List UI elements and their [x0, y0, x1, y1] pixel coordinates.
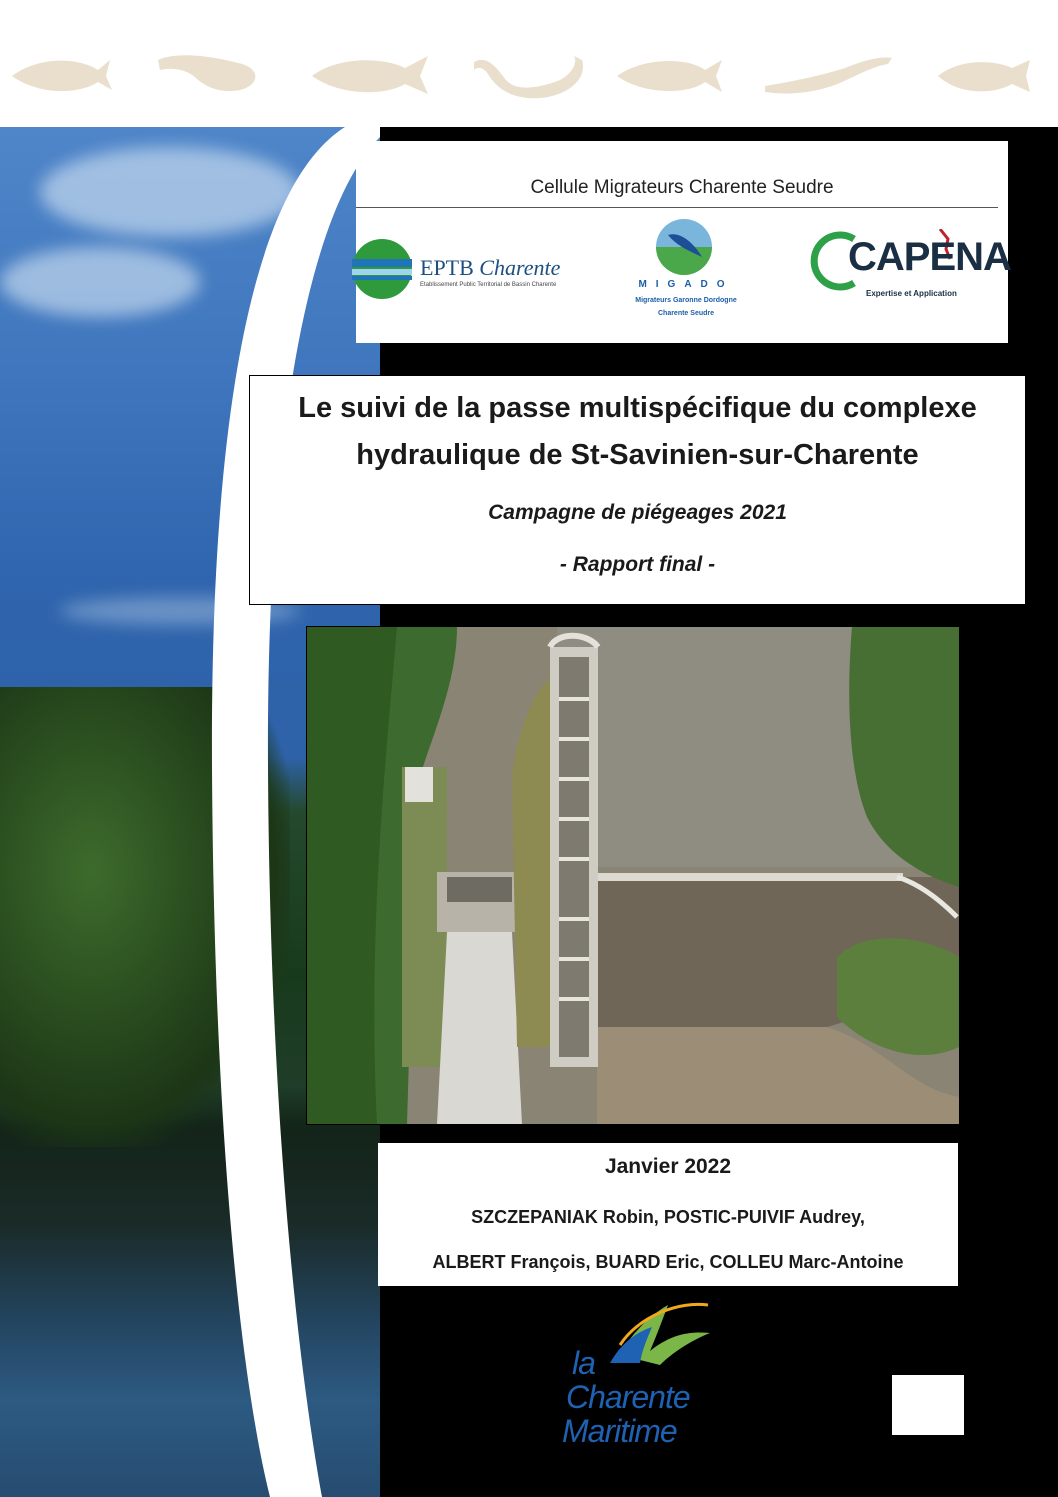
title-line2: hydraulique de St-Savinien-sur-Charente	[356, 439, 919, 471]
header-divider	[356, 207, 998, 208]
authors-box	[378, 1143, 958, 1286]
eptb-name-a: EPTB	[420, 255, 474, 280]
cm-word-la: la	[572, 1345, 595, 1381]
fish-silhouettes-icon	[0, 0, 1058, 127]
authors-line1: SZCZEPANIAK Robin, POSTIC-PUIVIF Audrey,	[471, 1207, 865, 1227]
capena-word: CAPENA	[848, 235, 1011, 279]
eptb-charente-logo	[350, 237, 590, 301]
eptb-wave-icon	[350, 237, 414, 301]
cm-word-maritime: Maritime	[562, 1413, 677, 1449]
charente-maritime-logo	[560, 1295, 730, 1455]
capena-logo	[810, 229, 1011, 309]
report-title-box	[249, 375, 1026, 605]
aerial-fish-pass-photo	[306, 626, 960, 1125]
migado-logo	[606, 217, 766, 327]
capena-tagline: Expertise et Application	[866, 289, 957, 298]
fish-pass-aerial-image	[307, 627, 959, 1124]
report-type: - Rapport final -	[559, 553, 716, 576]
title-line1: Le suivi de la passe multispécifique du complexe	[298, 392, 977, 424]
report-subtitle: Campagne de piégeages 2021	[488, 501, 787, 524]
report-date: Janvier 2022	[604, 1155, 732, 1178]
authors-line2: ALBERT François, BUARD Eric, COLLEU Marc-Antoine	[432, 1252, 904, 1272]
eptb-name-b: Charente	[479, 255, 561, 280]
migado-line2: Charente Seudre	[657, 310, 715, 317]
fish-banner	[0, 0, 1058, 127]
migado-fish-icon	[606, 217, 766, 277]
cellule-header: Cellule Migrateurs Charente Seudre	[530, 177, 834, 198]
migado-word: MIGADO	[638, 279, 734, 290]
blank-white-box	[892, 1375, 964, 1435]
migado-line1: Migrateurs Garonne Dordogne	[635, 297, 737, 304]
cm-word-charente: Charente	[566, 1379, 690, 1415]
eptb-subtitle: Etablissement Public Territorial de Bassin Charente	[420, 282, 557, 288]
partner-logos-panel	[356, 141, 1011, 343]
